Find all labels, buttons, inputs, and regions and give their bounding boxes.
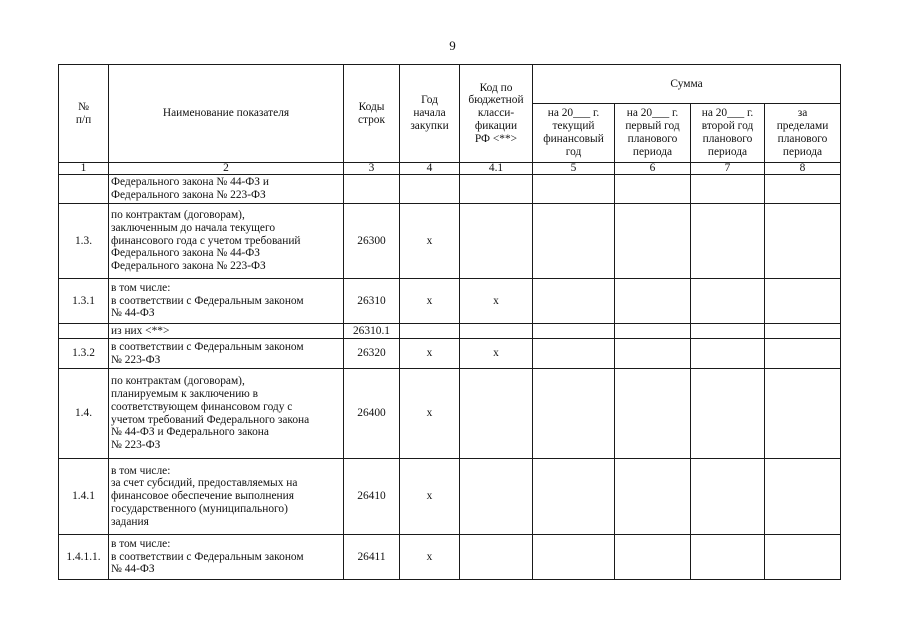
colnum: 7 [691, 163, 765, 175]
column-numbers-row [59, 163, 841, 175]
row-budget-code [460, 324, 533, 339]
header-sum-beyond: за пределами планового периода [765, 104, 841, 163]
sum-cell [765, 324, 841, 339]
header-name: Наименование показателя [109, 65, 344, 163]
row-name: в том числе: за счет субсидий, предоставляемых на финансовое обеспечение выполнения государственного (муниципального) задания [109, 459, 344, 535]
row-name: в том числе: в соответствии с Федеральным законом № 44-ФЗ [109, 279, 344, 324]
row-budget-code [460, 459, 533, 535]
row-code: 26310.1 [344, 324, 400, 339]
row-number: 1.3.1 [59, 279, 109, 324]
sum-cell [691, 339, 765, 369]
row-code [344, 175, 400, 204]
sum-cell [765, 339, 841, 369]
sum-cell [691, 324, 765, 339]
row-code: 26320 [344, 339, 400, 369]
page-number: 9 [449, 38, 456, 53]
row-year [400, 175, 460, 204]
row-code: 26310 [344, 279, 400, 324]
sum-cell [691, 175, 765, 204]
row-name: в том числе: в соответствии с Федеральным законом № 44-ФЗ [109, 535, 344, 580]
row-code: 26400 [344, 369, 400, 459]
row-year [400, 324, 460, 339]
header-sum-current: на 20___ г. текущий финансовый год [533, 104, 615, 163]
sum-cell [533, 324, 615, 339]
row-year: х [400, 369, 460, 459]
row-name: из них <**> [109, 324, 344, 339]
sum-cell [533, 339, 615, 369]
row-budget-code [460, 535, 533, 580]
table-row [59, 204, 841, 279]
header-sum-plan2: на 20___ г. второй год планового периода [691, 104, 765, 163]
colnum: 4 [400, 163, 460, 175]
sum-cell [615, 204, 691, 279]
row-name: по контрактам (договорам), планируемым к заключению в соответствующем финансовом году с учетом требований Федерального закона № 44-ФЗ и Федерального закона № 223-ФЗ [109, 369, 344, 459]
row-budget-code [460, 369, 533, 459]
sum-cell [765, 279, 841, 324]
row-budget-code [460, 175, 533, 204]
sum-cell [615, 459, 691, 535]
colnum: 6 [615, 163, 691, 175]
header-sum-plan1: на 20___ г. первый год планового периода [615, 104, 691, 163]
sum-cell [615, 369, 691, 459]
sum-cell [615, 175, 691, 204]
colnum: 8 [765, 163, 841, 175]
colnum: 2 [109, 163, 344, 175]
row-number: 1.3.2 [59, 339, 109, 369]
colnum: 1 [59, 163, 109, 175]
row-budget-code [460, 204, 533, 279]
sum-cell [533, 459, 615, 535]
row-number: 1.3. [59, 204, 109, 279]
header-year: Год начала закупки [400, 65, 460, 163]
table-row [59, 535, 841, 580]
sum-cell [533, 369, 615, 459]
table-row [59, 339, 841, 369]
row-budget-code: х [460, 279, 533, 324]
row-year: х [400, 339, 460, 369]
sum-cell [691, 279, 765, 324]
table-row [59, 324, 841, 339]
header-sum: Сумма [533, 65, 841, 104]
header-codes: Коды строк [344, 65, 400, 163]
colnum: 5 [533, 163, 615, 175]
sum-cell [615, 324, 691, 339]
row-budget-code: х [460, 339, 533, 369]
sum-cell [691, 204, 765, 279]
row-code: 26300 [344, 204, 400, 279]
header-budget-code: Код по бюджетной класси- фикации РФ <**> [460, 65, 533, 163]
sum-cell [615, 279, 691, 324]
procurement-table [58, 64, 841, 580]
sum-cell [533, 279, 615, 324]
sum-cell [691, 459, 765, 535]
sum-cell [615, 339, 691, 369]
table-row [59, 369, 841, 459]
header-row-top [59, 65, 841, 104]
sum-cell [765, 535, 841, 580]
sum-cell [765, 175, 841, 204]
table-row [59, 175, 841, 204]
row-name: в соответствии с Федеральным законом № 223-ФЗ [109, 339, 344, 369]
row-year: х [400, 204, 460, 279]
sum-cell [691, 535, 765, 580]
sum-cell [765, 204, 841, 279]
row-number: 1.4.1 [59, 459, 109, 535]
row-number: 1.4. [59, 369, 109, 459]
sum-cell [765, 369, 841, 459]
header-no: № п/п [59, 65, 109, 163]
row-code: 26410 [344, 459, 400, 535]
sum-cell [533, 175, 615, 204]
row-number [59, 175, 109, 204]
sum-cell [691, 369, 765, 459]
table-row [59, 279, 841, 324]
sum-cell [533, 204, 615, 279]
row-number: 1.4.1.1. [59, 535, 109, 580]
colnum: 4.1 [460, 163, 533, 175]
row-name: Федерального закона № 44-ФЗ и Федерального закона № 223-ФЗ [109, 175, 344, 204]
row-code: 26411 [344, 535, 400, 580]
table-row [59, 459, 841, 535]
sum-cell [615, 535, 691, 580]
row-year: х [400, 279, 460, 324]
row-number [59, 324, 109, 339]
sum-cell [533, 535, 615, 580]
row-year: х [400, 459, 460, 535]
row-year: х [400, 535, 460, 580]
row-name: по контрактам (договорам), заключенным до начала текущего финансового года с учетом требований Федерального закона № 44-ФЗ Федерального закона № 223-ФЗ [109, 204, 344, 279]
sum-cell [765, 459, 841, 535]
colnum: 3 [344, 163, 400, 175]
